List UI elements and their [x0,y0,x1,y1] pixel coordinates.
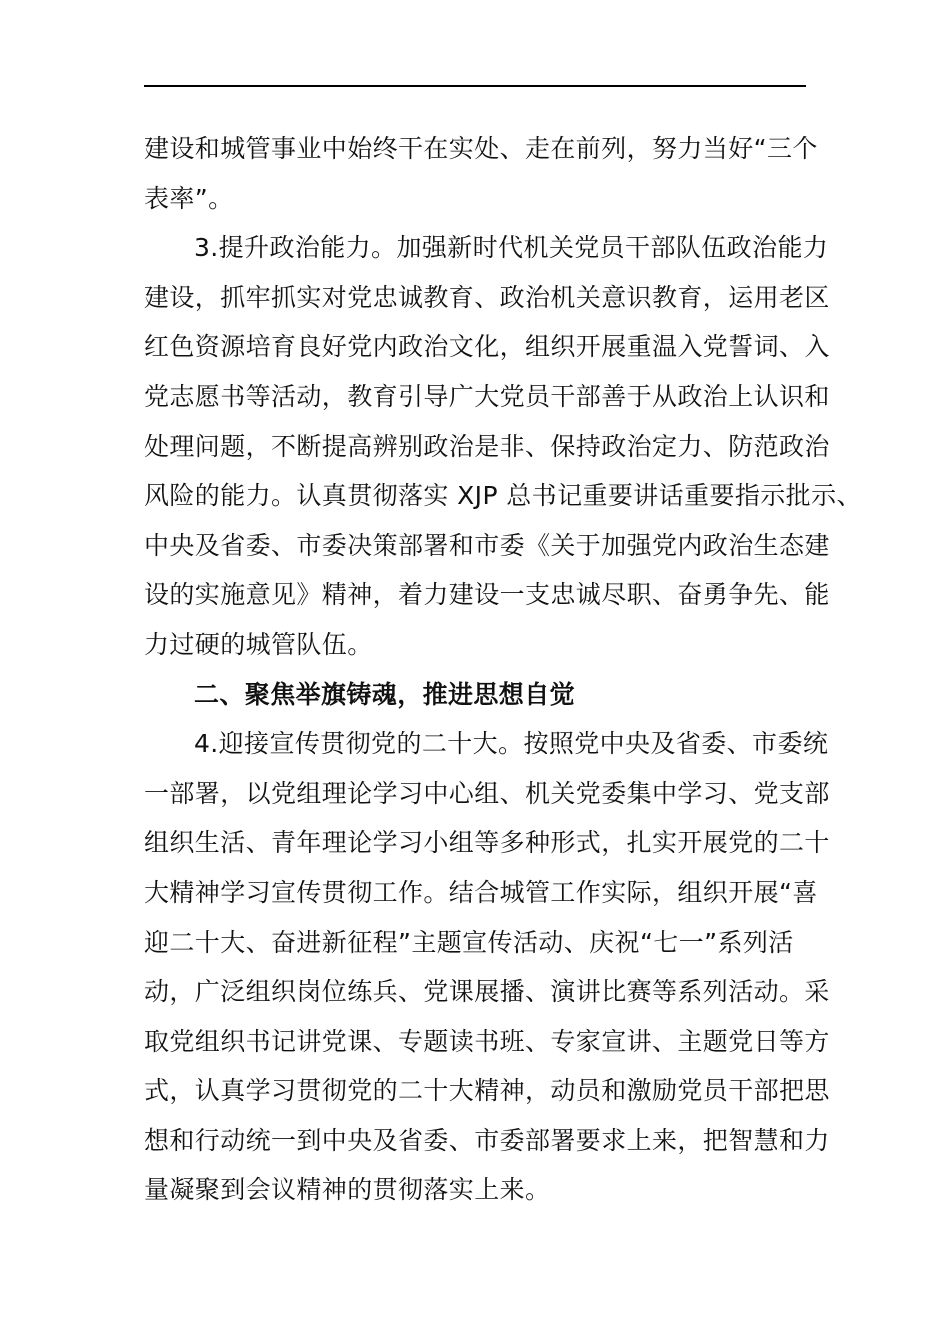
paragraph-line: 一部署，以党组理论学习中心组、机关党委集中学习、党支部 [144,778,830,808]
paragraph-line: 处理问题，不断提高辨别政治是非、保持政治定力、防范政治 [144,431,830,461]
paragraph-line: 党志愿书等活动，教育引导广大党员干部善于从政治上认识和 [144,381,830,411]
header-rule [144,85,806,87]
paragraph-line: 大精神学习宣传贯彻工作。结合城管工作实际，组织开展“喜 [144,877,818,907]
paragraph-line: 3.提升政治能力。加强新时代机关党员干部队伍政治能力 [194,233,829,263]
paragraph-line: 表率”。 [144,183,234,213]
section-heading: 二、聚焦举旗铸魂，推进思想自觉 [194,679,576,709]
paragraph-line: 红色资源培育良好党内政治文化，组织开展重温入党誓词、入 [144,332,830,362]
paragraph-line: 动，广泛组织岗位练兵、党课展播、演讲比赛等系列活动。采 [144,977,830,1007]
paragraph-line: 建设和城管事业中始终干在实处、走在前列，努力当好“三个 [144,134,818,163]
paragraph-line: 想和行动统一到中央及省委、市委部署要求上来，把智慧和力 [144,1125,830,1155]
paragraph-line: 中央及省委、市委决策部署和市委《关于加强党内政治生态建 [144,530,830,560]
paragraph-line: 设的实施意见》精神，着力建设一支忠诚尽职、奋勇争先、能 [144,580,830,610]
paragraph-line: 取党组织书记讲党课、专题读书班、专家宣讲、主题党日等方 [144,1026,830,1056]
paragraph-line: 式，认真学习贯彻党的二十大精神，动员和激励党员干部把思 [144,1076,830,1106]
paragraph-line: 建设，抓牢抓实对党忠诚教育、政治机关意识教育，运用老区 [144,282,830,312]
paragraph-line: 力过硬的城管队伍。 [144,629,373,659]
paragraph-line: 风险的能力。认真贯彻落实 XJP 总书记重要讲话重要指示批示、 [144,481,862,511]
paragraph-line: 4.迎接宣传贯彻党的二十大。按照党中央及省委、市委统 [194,729,829,759]
paragraph-line: 量凝聚到会议精神的贯彻落实上来。 [144,1175,551,1205]
paragraph-line: 组织生活、青年理论学习小组等多种形式，扎实开展党的二十 [144,828,830,858]
document-body [144,124,862,1215]
paragraph-line: 迎二十大、奋进新征程”主题宣传活动、庆祝“七一”系列活 [144,927,794,957]
